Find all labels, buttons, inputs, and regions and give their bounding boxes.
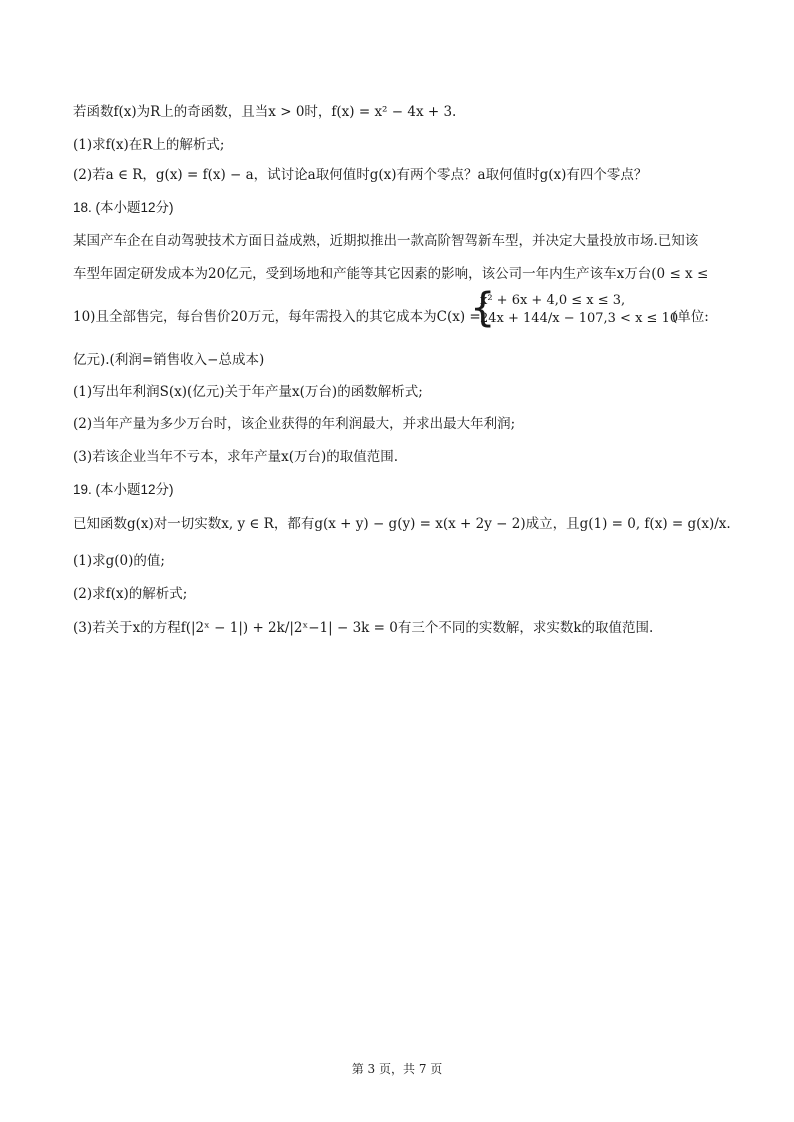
problem-19-part-3: (3)若关于x的方程f(|2ˣ − 1|) + 2k/|2ˣ−1| − 3k = 0有三个不同的实数解，求实数k的取值范围. [73, 620, 654, 636]
problem-17-part-1: (1)求f(x)在R上的解析式; [73, 137, 225, 153]
problem-18-part-3: (3)若该企业当年不亏本，求年产量x(万台)的取值范围. [73, 449, 399, 465]
piecewise-case-2: 24x + 144/x − 107,3 < x ≤ 10 [480, 311, 679, 326]
problem-17-part-2: (2)若a ∈ R，g(x) = f(x) − a，试讨论a取何值时g(x)有两个零点？a取何值时g(x)有四个零点？ [73, 167, 648, 183]
problem-18-stem-line-3: 10)且全部售完，每台售价20万元，每年需投入的其它成本为C(x) = [73, 309, 481, 325]
problem-18-part-1: (1)写出年利润S(x)(亿元)关于年产量x(万台)的函数解析式; [73, 384, 423, 400]
problem-18-heading: 18. (本小题12分) [73, 200, 174, 215]
problem-18-part-2: (2)当年产量为多少万台时，该企业获得的年利润最大，并求出最大年利润; [73, 416, 516, 432]
problem-19-part-2: (2)求f(x)的解析式; [73, 586, 188, 602]
piecewise-brace: { [470, 285, 496, 331]
problem-18-stem-line-4: 亿元).(利润=销售收入−总成本) [73, 352, 265, 368]
unit-label: (单位: [672, 309, 709, 325]
page-footer: 第 3 页，共 7 页 [351, 1062, 443, 1076]
problem-17-stem: 若函数f(x)为R上的奇函数，且当x > 0时，f(x) = x² − 4x + 3. [73, 104, 457, 120]
problem-18-stem-line-2: 车型年固定研发成本为20亿元，受到场地和产能等其它因素的影响，该公司一年内生产该车x万台(0 ≤ x ≤ [73, 266, 709, 282]
problem-19-part-1: (1)求g(0)的值; [73, 553, 165, 569]
problem-19-heading: 19. (本小题12分) [73, 482, 174, 497]
piecewise-case-1: x² + 6x + 4,0 ≤ x ≤ 3, [480, 293, 626, 308]
problem-19-stem: 已知函数g(x)对一切实数x, y ∈ R，都有g(x + y) − g(y) = x(x + 2y − 2)成立，且g(1) = 0, f(x) = g(x)/x. [73, 516, 731, 532]
piecewise-function [480, 292, 678, 328]
problem-18-stem-line-1: 某国产车企在自动驾驶技术方面日益成熟，近期拟推出一款高阶智驾新车型，并决定大量投放市场.已知该 [73, 233, 699, 249]
